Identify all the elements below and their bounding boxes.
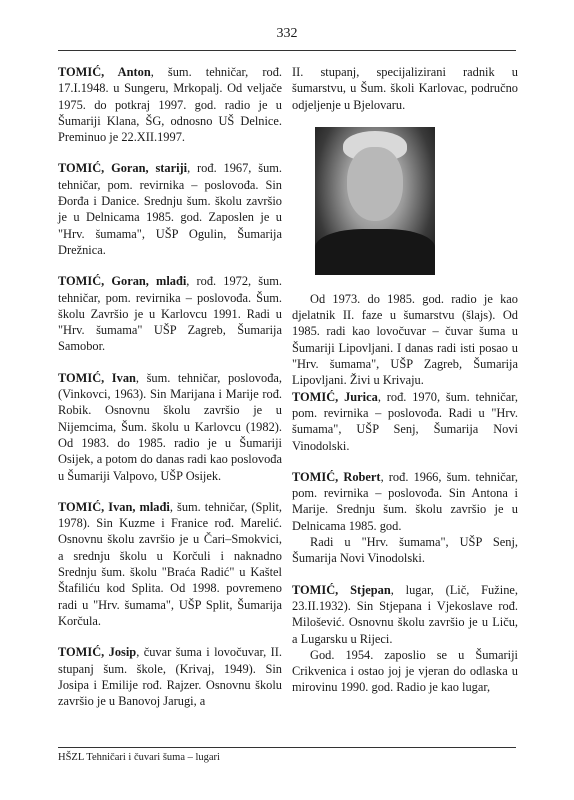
right-column — [292, 64, 518, 711]
entry-robert — [292, 469, 518, 567]
entry-text: , lugar, (Lič, Fužine, 23.II.1932). Sin Stjepana i Vjekoslave rođ. Milošević. Osnovnu školu završio je u Liču, a Lugarsku u Rijeci. — [292, 582, 518, 646]
entry-name: TOMIĆ, Goran, mlađi — [58, 274, 187, 289]
entry-stjepan — [292, 582, 518, 696]
left-column — [58, 64, 282, 724]
entry-name: TOMIĆ, Goran, stariji — [58, 161, 188, 176]
entry-name: TOMIĆ, Jurica — [292, 389, 378, 404]
portrait-photo — [315, 127, 435, 275]
entry-ivan-mladji — [58, 499, 282, 629]
entry-text: , rođ. 1970, šum. tehničar, pom. revirnika – poslovođa. Radi u "Hrv. šumama", UŠP Senj, Šumarija Novi Vinodolski. — [292, 389, 518, 453]
entry-text-2: Radi u "Hrv. šumama", UŠP Senj, Šumarija Novi Vinodolski. — [292, 535, 518, 566]
header-rule — [58, 50, 516, 51]
entry-text: , čuvar šuma i lovočuvar, II. stupanj šum. škole, (Krivaj, 1949). Sin Josipa i Emilije rođ. Rajzer. Osnovnu školu završio je u Banovoj Jarugi, a — [58, 645, 282, 709]
entry-text: , rođ. 1966, šum. tehničar, pom. revirnika – poslovođa. Sin Antona i Marije. Srednju šum. školu završio je u Delnicama 1985. god. — [292, 469, 518, 533]
entry-ivan — [58, 370, 282, 484]
entry-josip — [58, 644, 282, 709]
page-number: 332 — [276, 26, 298, 41]
footer-rule — [58, 747, 516, 748]
entry-text: , rođ. 1972, šum. tehničar, pom. revirnika – poslovođa. Šum. školu Završio je u Karlovcu 1991. Radi u "Hrv. šumama" UŠP Zagreb, Šumarija Samobor. — [58, 274, 282, 354]
entry-text: , šum. tehničar, rođ. 17.I.1948. u Sungeru, Mrkopalj. Od veljače 1975. do potkraj 1997. god. radio je u Šumariji Klana, ŠG, odnosno UŠ Delnice. Preminuo je 22.XII.1997. — [58, 65, 282, 145]
entry-text: , šum. tehničar, poslovođa, (Vinkovci, 1963). Sin Marijana i Marije rođ. Robik. Osnovnu školu završio je u Nijemcima, Šum. školu u Karlovcu (1982). Od 1983. do 1985. radio je u Šumariji Osijek, a potom do danas radi kao poslovođa u Šumariji Valpovo, UŠP Osijek. — [58, 370, 282, 483]
entry-anton — [58, 64, 282, 145]
entry-jurica — [292, 389, 518, 454]
entry-goran-stariji — [58, 160, 282, 258]
entry-name: TOMIĆ, Ivan — [58, 370, 136, 385]
entry-name: TOMIĆ, Anton — [58, 65, 151, 79]
entry-text: , rođ. 1967, šum. tehničar, pom. revirnika – poslovođa. Sin Đorđa i Danice. Srednju šum. školu završio je u Delnicama 1985. god. Zaposlen je u "Hrv. šumama", UŠP Ogulin, Šumarija Drežnica. — [58, 161, 282, 257]
entry-name: TOMIĆ, Robert — [292, 469, 381, 484]
entry-continuation: II. stupanj, specijalizirani radnik u šumarstvu, u Šum. školi Karlovac, područno odjeljenje u Bjelovaru. — [292, 65, 518, 112]
entry-name: TOMIĆ, Stjepan — [292, 582, 391, 597]
entry-name: TOMIĆ, Josip — [58, 645, 137, 660]
entry-text: , šum. tehničar, (Split, 1978). Sin Kuzme i Franice rođ. Marelić. Osnovnu školu završio je u Čari–Smokvici, a srednju školu u Korčuli i naknadno Srednju šum. školu "Braća Radić" u Kaštel Štafiliću kod Splita. Od 1998. povremeno radi u "Hrv. šumama", UŠP Split, Šumarija Korčula. — [58, 499, 282, 628]
entry-name: TOMIĆ, Ivan, mlađi — [58, 499, 170, 514]
entry-after-photo: Od 1973. do 1985. god. radio je kao djelatnik II. faze u šumarstvu (šlajs). Od 1985. radi kao lovočuvar – čuvar šuma u Šumariji Lipovljani. I danas radi isti posao u "Hrv. šumama", UŠP Zagreb, Šumarija Lipovljani. Živi u Krivaju. — [292, 291, 518, 388]
entry-goran-mladji — [58, 273, 282, 354]
running-footer: HŠZL Tehničari i čuvari šuma – lugari — [58, 752, 220, 763]
entry-text-2: God. 1954. zaposlio se u Šumariji Crikvenica i ostao joj je vjeran do odlaska u mirovinu 1990. god. Radio je kao lugar, — [292, 647, 518, 695]
